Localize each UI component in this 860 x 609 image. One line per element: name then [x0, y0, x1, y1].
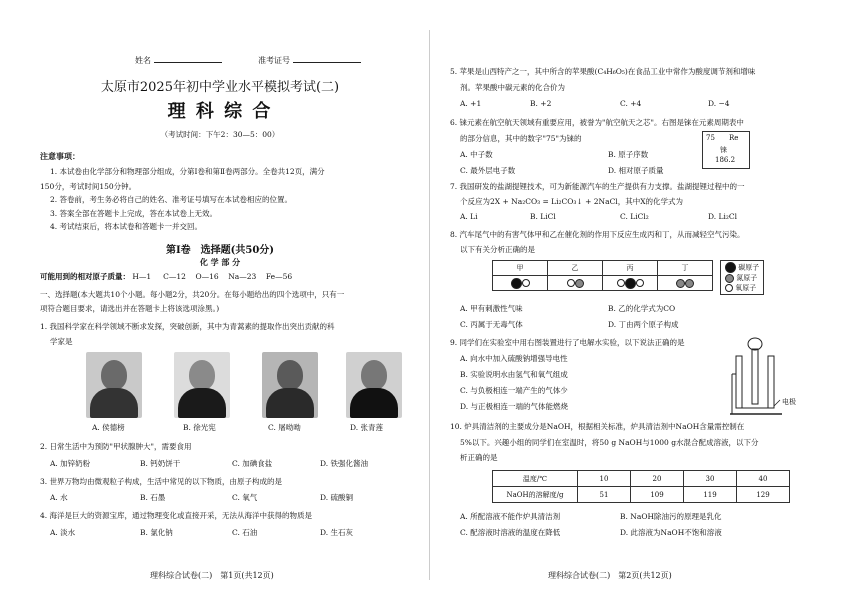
molecule-header-bing: 丙	[603, 261, 658, 276]
oxygen-atom-icon	[567, 279, 575, 287]
q3-option-d: D. 硫酸铜	[320, 493, 354, 502]
atomic-mass-fe: Fe—56	[265, 272, 293, 281]
q10-option-d: D. 此溶液为NaOH不饱和溶液	[620, 528, 722, 537]
q7-option-b: B. LiCl	[530, 212, 556, 221]
q5-option-c: C. +4	[620, 99, 642, 108]
atomic-masses	[40, 271, 292, 282]
legend-carbon-label: 碳原子	[738, 263, 760, 272]
q10-stem-2: 5%以下。兴趣小组的同学们在室温时，将50 g NaOH与1000 g水混合配成溶液，以下分	[460, 438, 759, 447]
q4-option-d: D. 生石灰	[320, 528, 354, 537]
q3-stem: 3. 世界万物均由微观粒子构成，生活中常见的以下物质，由原子构成的是	[40, 477, 283, 486]
q9-option-b: B. 实验说明水由氢气和氧气组成	[460, 370, 568, 379]
molecule-yi-model	[548, 276, 603, 291]
notice-line: 1. 本试卷由化学部分和物理部分组成，分第Ⅰ卷和第Ⅱ卷两部分。全卷共12页，满分	[50, 167, 325, 176]
name-label: 姓名	[135, 56, 151, 65]
page-2-footer: 理科综合试卷(二) 第2页(共12页)	[548, 571, 672, 580]
temp-cell: 30	[684, 471, 737, 487]
solubility-cell: 129	[737, 487, 790, 503]
q8-option-c: C. 丙属于无毒气体	[460, 320, 523, 329]
q1-option-b: B. 徐光宪	[183, 423, 216, 432]
q8-option-b: B. 乙的化学式为CO	[608, 304, 676, 313]
legend-carbon	[725, 262, 759, 273]
q2-stem: 2. 日常生活中为预防"甲状腺肿大"，需要食用	[40, 442, 192, 451]
q8-option-d: D. 丁由两个原子构成	[608, 320, 679, 329]
solubility-value-row	[493, 487, 790, 503]
q4-stem: 4. 海洋是巨大的资源宝库，通过物理变化或直接开采，无法从海洋中获得的物质是	[40, 511, 313, 520]
oxygen-atom-icon	[636, 279, 644, 287]
q1-option-c: C. 屠呦呦	[268, 423, 301, 432]
q6-option-c: C. 最外层电子数	[460, 166, 516, 175]
q6-option-d: D. 相对原子质量	[608, 166, 664, 175]
element-symbol: Re	[729, 134, 739, 142]
q10-option-a: A. 所配溶液不能作炉具清洁剂	[460, 512, 561, 521]
q4-option-a: A. 淡水	[50, 528, 76, 537]
section-instructions-2: 项符合题目要求，请选出并在答题卡上将该选项涂黑。)	[40, 304, 220, 313]
temp-header: 温度/℃	[493, 471, 578, 487]
legend-nitrogen-label: 氮原子	[736, 274, 758, 282]
molecule-table	[492, 260, 713, 291]
atomic-mass-c: C—12	[163, 272, 186, 281]
q6-option-b: B. 原子序数	[608, 150, 649, 159]
legend-oxygen	[725, 283, 759, 293]
q8-option-a: A. 甲有刺激性气味	[460, 304, 523, 313]
nitrogen-atom-icon	[685, 279, 694, 288]
molecule-header-yi: 乙	[548, 261, 603, 276]
q3-option-c: C. 氧气	[232, 493, 258, 502]
q10-option-b: B. NaOH除油污的原理是乳化	[620, 512, 722, 521]
q5-option-a: A. +1	[460, 99, 482, 108]
element-mass: 186.2	[715, 156, 736, 164]
q2-option-d: D. 铁强化酱油	[320, 459, 369, 468]
name-blank	[154, 54, 222, 63]
q9-stem: 9. 同学们在实验室中用右图装置进行了电解水实验，以下说法正确的是	[450, 338, 685, 347]
nitrogen-atom-icon	[575, 279, 584, 288]
q5-option-b: B. +2	[530, 99, 552, 108]
molecule-ding-model	[658, 276, 713, 291]
q7-option-c: C. LiCl₂	[620, 212, 649, 221]
molecule-bing-model	[603, 276, 658, 291]
atomic-mass-h: H—1	[132, 272, 152, 281]
exam-id-label: 准考证号	[258, 56, 290, 65]
q9-option-a: A. 向水中加入硫酸钠增强导电性	[460, 354, 568, 363]
q4-option-c: C. 石油	[232, 528, 258, 537]
rhenium-element-card	[702, 131, 750, 169]
q5-stem: 5. 苹果是山西特产之一，其中所含的苹果酸(C₄H₆O₅)在食品工业中常作为酸度调节剂和增味	[450, 67, 756, 76]
electrode-label: 电极	[782, 398, 796, 406]
solubility-header: NaOH的溶解度/g	[493, 487, 578, 503]
carbon-atom-icon	[725, 262, 736, 273]
exam-time: （考试时间：下午2：30—5：00）	[160, 130, 280, 139]
atomic-mass-o: O—16	[195, 272, 219, 281]
molecule-table-models	[493, 276, 713, 291]
temp-cell: 10	[578, 471, 631, 487]
notice-line: 3. 答案全部在答题卡上完成，答在本试卷上无效。	[50, 209, 218, 218]
legend-oxygen-label: 氧原子	[735, 284, 757, 292]
notice-line: 150分，考试时间150分钟。	[40, 182, 137, 191]
atomic-mass-na: Na—23	[228, 272, 257, 281]
q10-stem: 10. 炉具清洁剂的主要成分是NaOH，根据相关标准，炉具清洁剂中NaOH含量需控制在	[450, 422, 745, 431]
q6-stem: 6. 铼元素在航空航天领域有重要应用，被誉为"航空航天之芯"。右图是铼在元素周期表中	[450, 118, 744, 127]
q1-stem: 1. 我国科学家在科学领域不断求发探，突破创新，其中为青蒿素的提取作出突出贡献的科	[40, 322, 335, 331]
element-number: 75	[706, 134, 715, 142]
q6-option-a: A. 中子数	[460, 150, 493, 159]
nitrogen-atom-icon	[725, 274, 734, 283]
portrait-xu-guangxian	[174, 352, 230, 418]
q1-option-a: A. 侯德榜	[92, 423, 125, 432]
chem-title: 化 学 部 分	[199, 257, 241, 267]
oxygen-atom-icon	[522, 279, 530, 287]
subject-title: 理 科 综 合	[167, 101, 273, 122]
q2-option-b: B. 钙奶饼干	[140, 459, 181, 468]
atom-legend	[720, 260, 764, 295]
solubility-cell: 119	[684, 487, 737, 503]
solubility-cell: 51	[578, 487, 631, 503]
molecule-jia-model	[493, 276, 548, 291]
molecule-header-jia: 甲	[493, 261, 548, 276]
electrolysis-apparatus-icon	[722, 334, 792, 426]
q3-option-b: B. 石墨	[140, 493, 166, 502]
q2-option-c: C. 加碘食盐	[232, 459, 273, 468]
q2-option-a: A. 加锌奶粉	[50, 459, 91, 468]
q6-stem-2: 的部分信息，其中的数字"75"为铼的	[460, 134, 582, 143]
q8-stem-2: 以下有关分析正确的是	[460, 245, 535, 254]
solubility-temp-row	[493, 471, 790, 487]
temp-cell: 40	[737, 471, 790, 487]
molecule-table-header	[493, 261, 713, 276]
atomic-mass-label: 可能用到的相对原子质量：	[40, 272, 130, 281]
carbon-atom-icon	[625, 278, 636, 289]
q7-stem-2: 个反应为2X + Na₂CO₃ = Li₂CO₃↓ + 2NaCl，其中X的化学式为	[460, 197, 684, 206]
carbon-atom-icon	[511, 278, 522, 289]
temp-cell: 20	[631, 471, 684, 487]
oxygen-atom-icon	[617, 279, 625, 287]
name-field	[135, 54, 222, 66]
molecule-header-ding: 丁	[658, 261, 713, 276]
legend-nitrogen	[725, 273, 759, 283]
q9-option-d: D. 与正极相连一端的气体能燃烧	[460, 402, 569, 411]
q5-option-d: D. −4	[708, 99, 730, 108]
q7-option-d: D. Li₂Cl	[708, 212, 738, 221]
solubility-table	[492, 470, 790, 503]
q7-option-a: A. Li	[460, 212, 478, 221]
q1-stem-2: 学家是	[50, 337, 73, 346]
exam-title: 太原市2025年初中学业水平模拟考试(二)	[100, 80, 340, 95]
portrait-zhang-qinglian	[346, 352, 402, 418]
solubility-cell: 109	[631, 487, 684, 503]
q4-option-b: B. 氯化钠	[140, 528, 173, 537]
nitrogen-atom-icon	[676, 279, 685, 288]
page-2	[430, 0, 860, 609]
portrait-tu-youyou	[262, 352, 318, 418]
q3-option-a: A. 水	[50, 493, 68, 502]
exam-id-field	[258, 54, 361, 66]
q10-option-c: C. 配溶液时溶液的温度在降低	[460, 528, 561, 537]
notice-line: 2. 答卷前，考生务必将自己的姓名、准考证号填写在本试卷相应的位置。	[50, 195, 293, 204]
q8-stem: 8. 汽车尾气中的有害气体甲和乙在催化剂的作用下反应生成丙和丁，从而减轻空气污染。	[450, 230, 745, 239]
q7-stem: 7. 我国研发的盐湖提锂技术，可为新能源汽车的生产提供有力支撑。盐湖提锂过程中的一	[450, 182, 745, 191]
exam-id-blank	[293, 54, 361, 63]
oxygen-atom-icon	[725, 284, 733, 292]
portrait-hou-debang	[86, 352, 142, 418]
q1-option-d: D. 张青莲	[350, 423, 384, 432]
q10-stem-3: 析正确的是	[460, 453, 498, 462]
part-title: 第Ⅰ卷 选择题(共50分)	[165, 245, 275, 256]
notice-title: 注意事项：	[40, 151, 80, 161]
element-name: 铼	[720, 146, 727, 154]
notice-line: 4. 考试结束后，将本试卷和答题卡一并交回。	[50, 222, 203, 231]
q5-stem-2: 剂。苹果酸中碳元素的化合价为	[460, 83, 565, 92]
q9-option-c: C. 与负极相连一端产生的气体少	[460, 386, 568, 395]
section-instructions: 一、选择题(本大题共10个小题。每小题2分，共20分。在每小题给出的四个选项中，只有一	[40, 290, 345, 299]
page-1-footer: 理科综合试卷(二) 第1页(共12页)	[150, 571, 274, 580]
